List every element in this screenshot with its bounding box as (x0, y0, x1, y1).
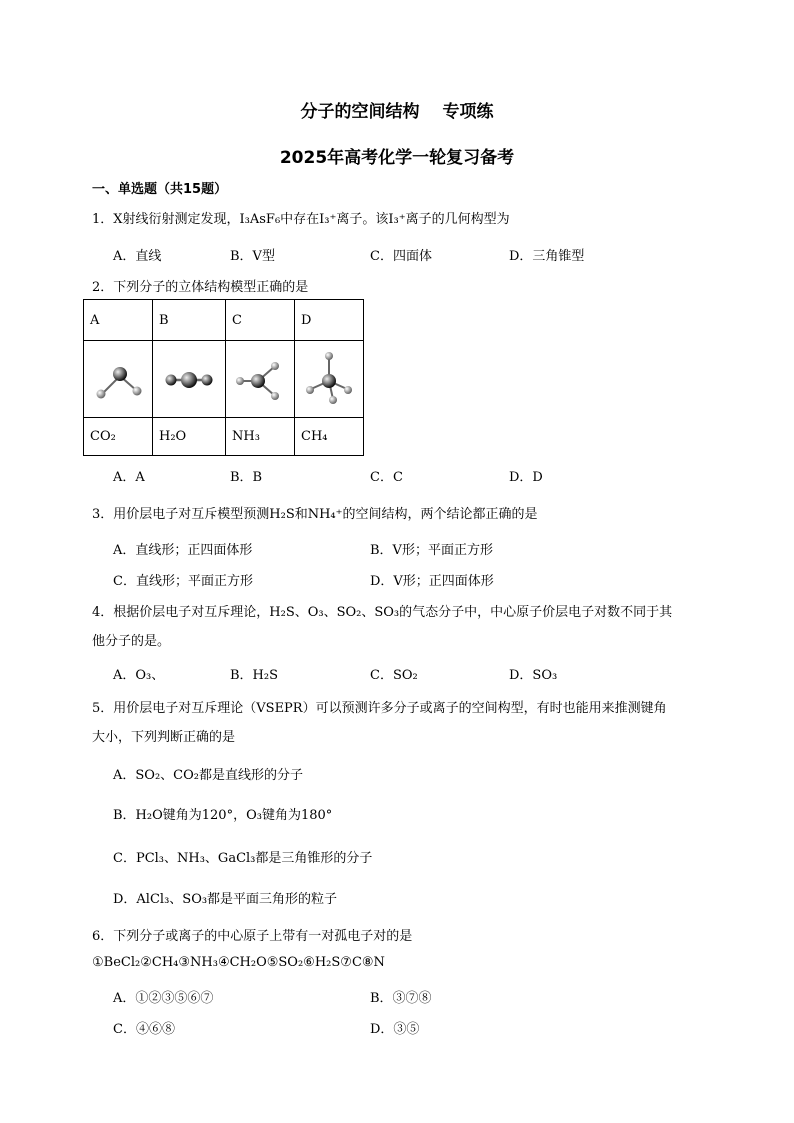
question-6-option-d: D．③⑤ (370, 1022, 420, 1037)
question-6-stem: 6．下列分子或离子的中心原子上带有一对孤电子对的是 (92, 929, 413, 944)
molecule-model-b (153, 341, 226, 418)
question-4-option-c: C．SO₂ (370, 668, 418, 683)
molecule-model-d (295, 341, 364, 418)
formula-c: NH₃ (226, 418, 295, 456)
question-2-option-b: B．B (230, 470, 263, 485)
question-3-option-b: B．V形；平面正方形 (370, 543, 493, 558)
formula-a: CO₂ (84, 418, 153, 456)
formula-b: H₂O (153, 418, 226, 456)
page-subtitle: 2025年高考化学一轮复习备考 (279, 148, 515, 168)
page-title: 分子的空间结构 专项练 (300, 102, 494, 122)
question-5-option-a: A．SO₂、CO₂都是直线形的分子 (113, 768, 303, 783)
table-header-a: A (84, 300, 153, 341)
question-6-option-b: B．③⑦⑧ (370, 991, 432, 1006)
question-1-option-c: C．四面体 (370, 249, 432, 264)
question-4-option-d: D．SO₃ (509, 668, 558, 683)
question-3-stem: 3．用价层电子对互斥模型预测H₂S和NH₄⁺的空间结构，两个结论都正确的是 (92, 507, 538, 522)
question-3-option-d: D．V形；正四面体形 (370, 574, 494, 589)
table-header-c: C (226, 300, 295, 341)
question-4-stem: 4．根据价层电子对互斥理论，H₂S、O₃、SO₂、SO₃的气态分子中，中心原子价层电子对数不同于其 (92, 605, 673, 620)
bent-molecule-model-icon (90, 354, 146, 404)
question-5-option-c: C．PCl₃、NH₃、GaCl₃都是三角锥形的分子 (113, 851, 373, 866)
section-heading: 一、单选题（共15题） (92, 182, 228, 197)
question-4-option-a: A．O₃、 (113, 668, 165, 683)
question-2-table (83, 299, 364, 456)
question-4-option-b: B．H₂S (230, 668, 279, 683)
linear-molecule-model-icon (159, 354, 219, 404)
question-6-items: ①BeCl₂②CH₄③NH₃④CH₂O⑤SO₂⑥H₂S⑦C⑧N (92, 955, 385, 970)
question-5-option-d: D．AlCl₃、SO₃都是平面三角形的粒子 (113, 892, 338, 907)
question-1-stem: 1．X射线衍射测定发现，I₃AsF₆中存在I₃⁺离子。该I₃⁺离子的几何构型为 (92, 212, 510, 227)
molecule-model-a (84, 341, 153, 418)
question-4-stem-continued: 他分子的是。 (92, 634, 171, 649)
molecule-model-c (226, 341, 295, 418)
planar-molecule-model-icon (232, 351, 288, 407)
question-1-option-b: B．V型 (230, 249, 275, 264)
question-2-option-d: D．D (509, 470, 543, 485)
question-2-option-a: A．A (113, 470, 145, 485)
table-header-d: D (295, 300, 364, 341)
question-6-option-a: A．①②③⑤⑥⑦ (113, 991, 214, 1006)
question-3-option-a: A．直线形；正四面体形 (113, 543, 253, 558)
question-1-option-d: D．三角锥型 (509, 249, 585, 264)
question-2-stem: 2．下列分子的立体结构模型正确的是 (92, 280, 309, 295)
question-1-option-a: A．直线 (113, 249, 162, 264)
question-6-option-c: C．④⑥⑧ (113, 1022, 175, 1037)
formula-d: CH₄ (295, 418, 364, 456)
tetrahedral-molecule-model-icon (301, 349, 357, 409)
table-header-b: B (153, 300, 226, 341)
question-5-stem-continued: 大小，下列判断正确的是 (92, 730, 236, 745)
question-2-option-c: C．C (370, 470, 403, 485)
question-3-option-c: C．直线形；平面正方形 (113, 574, 253, 589)
question-5-option-b: B．H₂O键角为120°，O₃键角为180° (113, 808, 333, 823)
question-5-stem: 5．用价层电子对互斥理论（VSEPR）可以预测许多分子或离子的空间构型，有时也能用来推测键角 (92, 701, 667, 716)
